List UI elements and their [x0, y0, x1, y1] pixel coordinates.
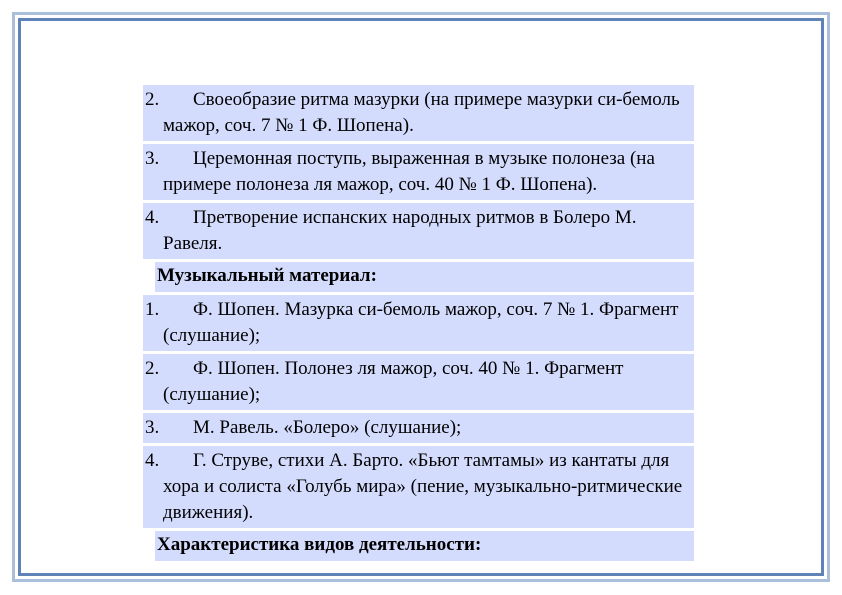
list-item-number: 2.: [145, 358, 160, 379]
list-item-number: 4.: [145, 207, 160, 228]
list-item-number: 3.: [145, 417, 160, 438]
list-item-number: 2.: [145, 89, 160, 110]
list-item-number: 3.: [145, 148, 160, 169]
list-item: [143, 413, 694, 443]
list-item: [143, 295, 694, 351]
list-item: [143, 144, 694, 200]
slide-content: [143, 85, 694, 564]
list-item-text: М. Равель. «Болеро» (слушание);: [193, 417, 462, 438]
section-heading-activities: Характеристика видов деятельности:: [155, 531, 694, 561]
list-item-number: 4.: [145, 450, 160, 471]
list-item: [143, 446, 694, 528]
list-item: [143, 85, 694, 141]
list-item: [143, 203, 694, 259]
section-heading-material: Музыкальный материал:: [155, 262, 694, 292]
list-item-text: Г. Струве, стихи А. Барто. «Бьют тамтамы» из кантаты для хора и солиста «Голубь мира» (пение, музыкально-ритмические движения).: [163, 450, 683, 523]
list-item-text: Ф. Шопен. Мазурка си-бемоль мажор, соч. 7 № 1. Фрагмент (слушание);: [163, 299, 679, 346]
list-item-number: 1.: [145, 299, 160, 320]
list-item-text: Претворение испанских народных ритмов в Болеро М. Равеля.: [163, 207, 637, 254]
list-item: [143, 354, 694, 410]
list-item-text: Церемонная поступь, выраженная в музыке полонеза (на примере полонеза ля мажор, соч. 40 № 1 Ф. Шопена).: [163, 148, 655, 195]
list-item-text: Ф. Шопен. Полонез ля мажор, соч. 40 № 1. Фрагмент (слушание);: [163, 358, 624, 405]
list-item-text: Своеобразие ритма мазурки (на примере мазурки си-бемоль мажор, соч. 7 № 1 Ф. Шопена).: [163, 89, 680, 136]
